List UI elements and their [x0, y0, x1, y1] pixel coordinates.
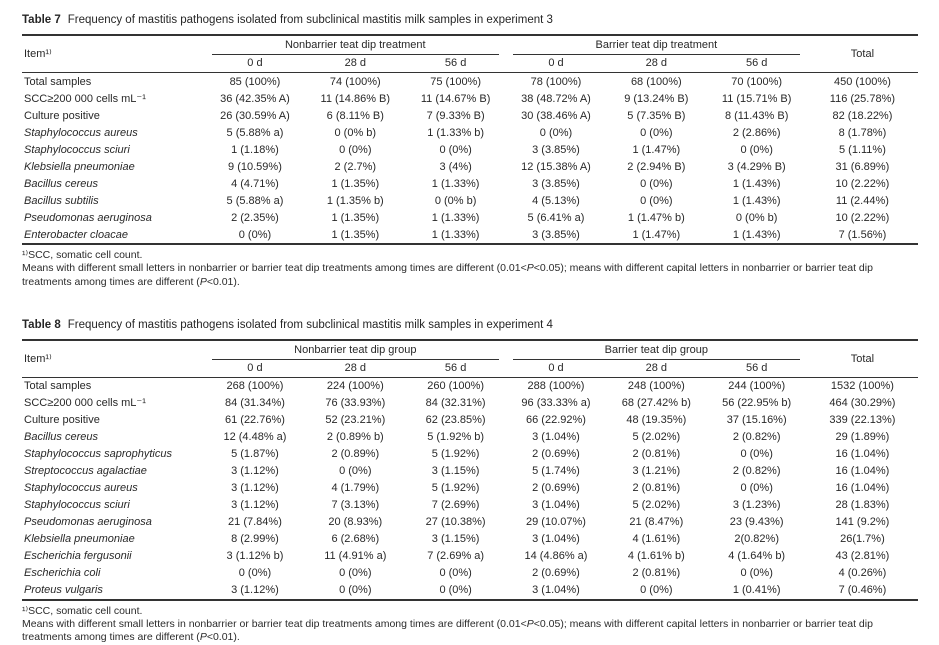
table-row: [22, 480, 918, 497]
row-value-cell: 4 (1.61% b): [627, 550, 685, 563]
table-row: [22, 395, 918, 412]
table-8-label: Table 8: [22, 318, 61, 331]
row-value-cell: 0 (0%): [339, 465, 372, 478]
row-item-label: Staphylococcus saprophyticus: [24, 448, 172, 461]
row-value-cell: 1532 (100%): [830, 380, 894, 393]
row-item-label: Klebsiella pneumoniae: [24, 160, 135, 173]
row-value-cell: 1 (1.35%): [331, 177, 380, 190]
row-value-cell: 116 (25.78%): [829, 92, 896, 105]
subheader-28d: 28 d: [645, 57, 668, 69]
group-header-row: [22, 35, 918, 55]
row-value-cell: 5 (1.92%): [431, 482, 480, 495]
row-value-cell: 21 (8.47%): [629, 516, 684, 529]
subheader-0d: 0 d: [548, 361, 564, 374]
row-value-cell: 0 (0%): [339, 584, 372, 597]
row-value-cell: 7 (1.56%): [838, 228, 887, 241]
row-value-cell: 2 (0.69%): [532, 448, 580, 461]
table-row: [22, 209, 918, 226]
row-value-cell: 68 (100%): [630, 75, 682, 88]
row-value-cell: 30 (38.46% A): [521, 109, 591, 122]
row-value-cell: 48 (19.35%): [626, 414, 687, 427]
row-value-cell: 0 (0%): [238, 228, 272, 241]
row-value-cell: 2 (0.69%): [532, 482, 580, 495]
row-value-cell: 248 (100%): [627, 380, 685, 393]
subheader-56d: 56 d: [745, 361, 768, 374]
subheader-56d: 56 d: [444, 57, 467, 69]
row-value-cell: 1 (1.33%): [431, 211, 480, 224]
row-value-cell: 9 (10.59%): [228, 160, 282, 173]
row-value-cell: 7 (9.33% B): [426, 109, 485, 122]
row-value-cell: 21 (7.84%): [228, 516, 282, 529]
row-value-cell: 0 (0% b): [334, 126, 377, 139]
row-value-cell: 0 (0%): [439, 584, 472, 597]
barrier-group-label: Barrier teat dip treatment: [513, 36, 800, 55]
row-value-cell: 75 (100%): [430, 75, 482, 88]
row-value-cell: 8 (2.99%): [231, 533, 279, 546]
row-value-cell: 16 (1.04%): [835, 482, 890, 495]
row-item-label: Pseudomonas aeruginosa: [24, 516, 152, 529]
table-row: [22, 463, 918, 480]
row-item-label: Klebsiella pneumoniae: [24, 533, 135, 546]
table-row: [22, 124, 918, 141]
row-value-cell: 43 (2.81%): [835, 550, 890, 563]
row-value-cell: 11 (14.67% B): [420, 92, 491, 105]
subheader-28d: 28 d: [645, 361, 668, 374]
row-value-cell: 74 (100%): [329, 75, 381, 88]
row-value-cell: 3 (4%): [439, 160, 472, 173]
row-value-cell: 68 (27.42% b): [621, 397, 691, 410]
table-row: [22, 446, 918, 463]
total-column-header: Total: [850, 352, 875, 365]
row-value-cell: 26 (30.59% A): [220, 109, 290, 122]
row-value-cell: 26(1.7%): [840, 533, 885, 546]
table-7-footnotes: [22, 249, 918, 289]
row-value-cell: 4 (0.26%): [838, 567, 887, 580]
row-value-cell: 5 (1.92% b): [427, 431, 485, 444]
table-row: [22, 192, 918, 209]
row-value-cell: 36 (42.35% A): [220, 92, 290, 105]
row-value-cell: 29 (1.89%): [835, 431, 890, 444]
row-value-cell: 1 (1.35%): [331, 228, 380, 241]
row-value-cell: 2(0.82%): [734, 533, 779, 546]
row-value-cell: 260 (100%): [427, 380, 485, 393]
subheader-56d: 56 d: [745, 57, 768, 69]
row-value-cell: 1 (1.47%): [632, 228, 681, 241]
barrier-group-header: [506, 35, 807, 55]
subheader-28d: 28 d: [344, 361, 366, 374]
row-value-cell: 268 (100%): [226, 380, 284, 393]
row-value-cell: 3 (1.12% b): [226, 550, 284, 563]
barrier-group-header: [506, 340, 807, 360]
table-row: [22, 548, 918, 565]
row-value-cell: 11 (14.86% B): [320, 92, 391, 105]
table-8-footnotes: [22, 605, 918, 645]
row-value-cell: 1 (0.41%): [732, 584, 781, 597]
row-value-cell: 0 (0%): [339, 143, 372, 156]
row-item-label: Enterobacter cloacae: [24, 228, 128, 241]
row-value-cell: 66 (22.92%): [526, 414, 586, 427]
row-value-cell: 0 (0%): [439, 143, 472, 156]
row-value-cell: 2 (0.82%): [732, 431, 781, 444]
row-value-cell: 3 (1.12%): [231, 499, 279, 512]
row-value-cell: 37 (15.16%): [726, 414, 787, 427]
row-value-cell: 10 (2.22%): [835, 177, 890, 190]
row-value-cell: 3 (3.85%): [532, 143, 580, 156]
row-value-cell: 1 (1.33%): [431, 228, 480, 241]
row-value-cell: 2 (0.89%): [331, 448, 380, 461]
row-item-label: Pseudomonas aeruginosa: [24, 211, 152, 224]
row-item-label: Escherichia coli: [24, 567, 101, 580]
row-value-cell: 78 (100%): [530, 75, 582, 88]
row-value-cell: 4 (4.71%): [231, 177, 279, 190]
table-row: [22, 412, 918, 429]
table-row: [22, 497, 918, 514]
row-value-cell: 3 (1.15%): [431, 533, 480, 546]
table-7-body: [22, 73, 918, 245]
row-value-cell: 70 (100%): [731, 75, 783, 88]
row-value-cell: 3 (1.12%): [231, 482, 279, 495]
table-row: [22, 175, 918, 192]
row-value-cell: 0 (0%): [439, 567, 472, 580]
row-value-cell: 3 (3.85%): [532, 177, 580, 190]
row-value-cell: 3 (1.04%): [532, 533, 580, 546]
row-value-cell: 3 (1.21%): [632, 465, 681, 478]
row-value-cell: 0 (0%): [740, 482, 773, 495]
row-item-label: Total samples: [24, 380, 92, 393]
row-value-cell: 0 (0%): [740, 567, 773, 580]
row-value-cell: 0 (0% b): [735, 211, 778, 224]
row-value-cell: 56 (22.95% b): [722, 397, 792, 410]
row-value-cell: 0 (0%): [640, 194, 673, 207]
row-value-cell: 28 (1.83%): [835, 499, 890, 512]
row-value-cell: 1 (1.43%): [732, 228, 781, 241]
table-row: [22, 531, 918, 548]
subheader-0d: 0 d: [247, 361, 263, 374]
table-8-caption: [22, 318, 918, 332]
table-row: [22, 582, 918, 600]
row-value-cell: 20 (8.93%): [328, 516, 383, 529]
row-item-label: Staphylococcus sciuri: [24, 499, 130, 512]
row-value-cell: 2 (2.7%): [334, 160, 377, 173]
row-value-cell: 1 (1.18%): [231, 143, 279, 156]
footnote-significance: Means with different small letters in nonbarrier or barrier teat dip treatments among times are different (0.01<P<0.05); means with different capital letters in nonbarrier or barrier teat dip treatments among times are different (P<0.01).: [22, 618, 873, 644]
row-value-cell: 11 (2.44%): [835, 194, 889, 207]
row-value-cell: 2 (0.82%): [732, 465, 781, 478]
table-row: [22, 514, 918, 531]
row-item-label: Culture positive: [24, 109, 100, 122]
footnote-significance: Means with different small letters in nonbarrier or barrier teat dip treatments among times are different (0.01<P<0.05); means with different capital letters in nonbarrier or barrier teat dip treatments among times are different (P<0.01).: [22, 262, 873, 288]
nonbarrier-group-label: Nonbarrier teat dip group: [212, 341, 499, 360]
item-column-header: Item¹⁾: [24, 48, 52, 60]
row-value-cell: 61 (22.76%): [224, 414, 285, 427]
table-7-label: Table 7: [22, 14, 61, 26]
table-row: [22, 158, 918, 175]
row-value-cell: 5 (5.88% a): [226, 194, 284, 207]
row-value-cell: 4 (5.13%): [532, 194, 580, 207]
row-item-label: Streptococcus agalactiae: [24, 465, 147, 478]
row-value-cell: 3 (1.04%): [532, 584, 580, 597]
table-7-section: [22, 13, 918, 289]
row-value-cell: 5 (1.87%): [231, 448, 279, 461]
nonbarrier-group-header: [205, 35, 506, 55]
row-value-cell: 3 (3.85%): [532, 228, 580, 241]
row-value-cell: 5 (2.02%): [632, 431, 681, 444]
subheader-56d: 56 d: [444, 361, 467, 374]
row-value-cell: 0 (0%): [740, 448, 773, 461]
table-row: [22, 90, 918, 107]
row-item-label: Culture positive: [24, 414, 100, 427]
row-value-cell: 31 (6.89%): [835, 160, 890, 173]
row-value-cell: 4 (1.64% b): [728, 550, 786, 563]
row-value-cell: 3 (1.23%): [732, 499, 781, 512]
table-7-header: [22, 35, 918, 73]
row-item-label: Proteus vulgaris: [24, 584, 103, 597]
table-row: [22, 226, 918, 244]
row-value-cell: 7 (3.13%): [331, 499, 380, 512]
row-value-cell: 141 (9.2%): [835, 516, 890, 529]
row-value-cell: 7 (0.46%): [838, 584, 887, 597]
subheader-0d: 0 d: [247, 57, 263, 69]
row-value-cell: 3 (1.12%): [231, 584, 279, 597]
row-value-cell: 2 (2.35%): [231, 211, 279, 224]
row-value-cell: 96 (33.33% a): [521, 397, 591, 410]
row-value-cell: 5 (6.41% a): [527, 211, 585, 224]
table-row: [22, 429, 918, 446]
total-column-header: Total: [850, 48, 875, 60]
row-value-cell: 6 (2.68%): [331, 533, 380, 546]
row-value-cell: 9 (13.24% B): [624, 92, 689, 105]
row-value-cell: 5 (1.92%): [431, 448, 480, 461]
subheader-28d: 28 d: [344, 57, 366, 69]
row-value-cell: 38 (48.72% A): [521, 92, 591, 105]
row-value-cell: 244 (100%): [728, 380, 786, 393]
table-8-header: [22, 340, 918, 378]
subheader-0d: 0 d: [548, 57, 564, 69]
row-value-cell: 8 (1.78%): [838, 126, 887, 139]
row-value-cell: 10 (2.22%): [835, 211, 890, 224]
row-value-cell: 0 (0%): [339, 567, 372, 580]
table-row: [22, 73, 918, 91]
row-value-cell: 12 (15.38% A): [521, 160, 591, 173]
row-value-cell: 6 (8.11% B): [326, 109, 384, 122]
row-item-label: Staphylococcus aureus: [24, 126, 138, 139]
row-value-cell: 1 (1.43%): [732, 177, 781, 190]
row-value-cell: 7 (2.69% a): [427, 550, 485, 563]
row-value-cell: 0 (0%): [640, 126, 673, 139]
row-value-cell: 3 (1.15%): [431, 465, 480, 478]
row-value-cell: 82 (18.22%): [832, 109, 893, 122]
table-row: [22, 377, 918, 395]
row-value-cell: 2 (2.86%): [732, 126, 781, 139]
nonbarrier-group-label: Nonbarrier teat dip treatment: [212, 36, 499, 55]
row-value-cell: 2 (0.81%): [632, 567, 681, 580]
row-value-cell: 12 (4.48% a): [223, 431, 287, 444]
row-value-cell: 5 (2.02%): [632, 499, 681, 512]
row-value-cell: 16 (1.04%): [835, 448, 890, 461]
row-value-cell: 84 (31.34%): [224, 397, 285, 410]
row-value-cell: 52 (23.21%): [325, 414, 386, 427]
row-value-cell: 5 (5.88% a): [226, 126, 284, 139]
table-8-section: [22, 318, 918, 645]
footnote-scc-definition: ¹⁾SCC, somatic cell count.: [22, 604, 143, 617]
row-value-cell: 0 (0%): [640, 177, 673, 190]
table-8: [22, 339, 918, 601]
row-value-cell: 3 (1.04%): [532, 431, 580, 444]
table-8-body: [22, 377, 918, 600]
row-value-cell: 1 (1.47%): [632, 143, 681, 156]
table-7: [22, 34, 918, 245]
barrier-group-label: Barrier teat dip group: [513, 341, 800, 360]
row-value-cell: 11 (4.91% a): [324, 550, 387, 563]
row-value-cell: 1 (1.43%): [732, 194, 781, 207]
row-item-label: Bacillus cereus: [24, 177, 98, 190]
group-header-row: [22, 340, 918, 360]
row-value-cell: 2 (0.69%): [532, 567, 580, 580]
footnote-scc-definition: ¹⁾SCC, somatic cell count.: [22, 249, 143, 261]
row-value-cell: 0 (0%): [238, 567, 272, 580]
row-value-cell: 2 (0.81%): [632, 448, 681, 461]
row-value-cell: 4 (1.61%): [632, 533, 681, 546]
row-value-cell: 7 (2.69%): [431, 499, 480, 512]
row-item-label: Total samples: [24, 75, 92, 88]
row-value-cell: 339 (22.13%): [829, 414, 896, 427]
row-value-cell: 85 (100%): [229, 75, 281, 88]
row-value-cell: 0 (0%): [640, 584, 673, 597]
item-column-header: Item¹⁾: [24, 352, 52, 365]
row-value-cell: 1 (1.35%): [331, 211, 380, 224]
row-value-cell: 1 (1.35% b): [326, 194, 384, 207]
row-value-cell: 1 (1.33%): [431, 177, 480, 190]
row-value-cell: 1 (1.47% b): [627, 211, 685, 224]
row-item-label: Staphylococcus sciuri: [24, 143, 130, 156]
row-value-cell: 16 (1.04%): [835, 465, 890, 478]
row-item-label: Bacillus cereus: [24, 431, 98, 444]
row-value-cell: 464 (30.29%): [829, 397, 896, 410]
row-value-cell: 2 (2.94% B): [627, 160, 686, 173]
row-value-cell: 0 (0% b): [434, 194, 477, 207]
row-value-cell: 84 (32.31%): [425, 397, 486, 410]
row-value-cell: 29 (10.07%): [526, 516, 586, 529]
table-8-title: Frequency of mastitis pathogens isolated from subclinical mastitis milk samples in experiment 4: [67, 318, 553, 331]
row-item-label: Bacillus subtilis: [24, 194, 99, 207]
nonbarrier-group-header: [205, 340, 506, 360]
row-value-cell: 450 (100%): [833, 75, 891, 88]
table-row: [22, 141, 918, 158]
row-value-cell: 224 (100%): [326, 380, 384, 393]
row-value-cell: 76 (33.93%): [325, 397, 386, 410]
row-item-label: Escherichia fergusonii: [24, 550, 132, 563]
row-value-cell: 27 (10.38%): [425, 516, 486, 529]
row-value-cell: 5 (1.74%): [532, 465, 580, 478]
row-value-cell: 3 (4.29% B): [727, 160, 786, 173]
table-7-title: Frequency of mastitis pathogens isolated from subclinical mastitis milk samples in experiment 3: [67, 14, 553, 26]
row-value-cell: 62 (23.85%): [425, 414, 486, 427]
row-value-cell: 0 (0%): [740, 143, 773, 156]
row-value-cell: 5 (1.11%): [838, 143, 886, 156]
row-item-label: SCC≥200 000 cells mL⁻¹: [24, 92, 146, 105]
row-value-cell: 4 (1.79%): [331, 482, 380, 495]
row-value-cell: 0 (0%): [539, 126, 573, 139]
row-value-cell: 3 (1.04%): [532, 499, 580, 512]
row-item-label: SCC≥200 000 cells mL⁻¹: [24, 397, 146, 410]
row-value-cell: 11 (15.71% B): [721, 92, 792, 105]
row-value-cell: 2 (0.81%): [632, 482, 681, 495]
row-value-cell: 23 (9.43%): [729, 516, 784, 529]
row-value-cell: 288 (100%): [527, 380, 585, 393]
row-value-cell: 1 (1.33% b): [427, 126, 485, 139]
row-value-cell: 14 (4.86% a): [524, 550, 588, 563]
row-item-label: Staphylococcus aureus: [24, 482, 138, 495]
table-7-caption: [22, 13, 918, 27]
row-value-cell: 5 (7.35% B): [627, 109, 686, 122]
row-value-cell: 3 (1.12%): [231, 465, 279, 478]
table-row: [22, 107, 918, 124]
row-value-cell: 8 (11.43% B): [724, 109, 789, 122]
row-value-cell: 2 (0.89% b): [326, 431, 384, 444]
table-row: [22, 565, 918, 582]
